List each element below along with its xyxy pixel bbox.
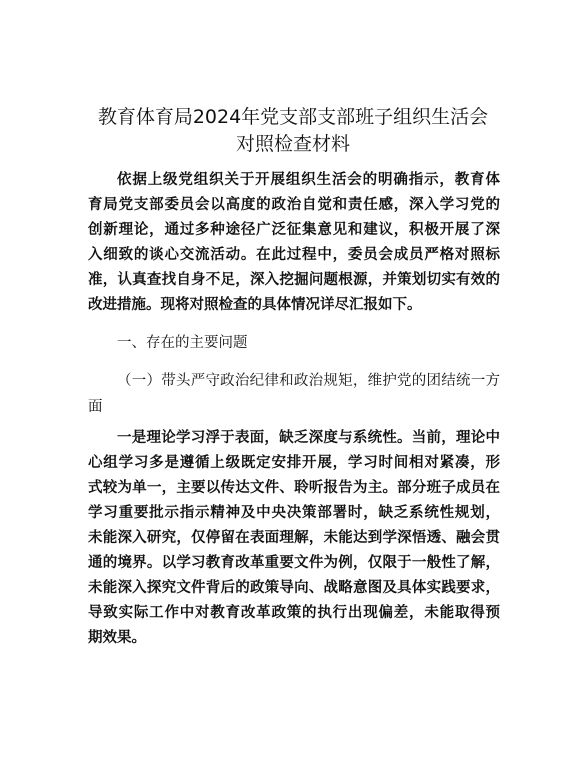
subsection-heading-line: 面 (88, 399, 103, 415)
body-paragraph-line: 学习重要批示指示精神及中央决策部署时，缺乏系统性规划， (88, 505, 500, 521)
intro-paragraph-line: 改进措施。现将对照检查的具体情况详尽汇报如下。 (88, 297, 422, 313)
body-paragraph-line: 一是理论学习浮于表面，缺乏深度与系统性。当前，理论中 (117, 430, 500, 446)
subsection-heading-line: （一）带头严守政治纪律和政治规矩，维护党的团结统一方 (117, 373, 500, 389)
body-paragraph-line: 导致实际工作中对教育改革政策的执行出现偏差，未能取得预 (88, 605, 500, 621)
body-paragraph-line: 期效果。 (88, 630, 146, 646)
document-title-line-1: 教育体育局2024年党支部支部班子组织生活会 (97, 106, 489, 128)
intro-paragraph-line: 准，认真查找自身不足，深入挖掘问题根源，并策划切实有效的 (88, 272, 500, 288)
body-paragraph-line: 未能深入研究，仅停留在表面理解，未能达到学深悟透、融会贯 (88, 530, 500, 546)
section-heading: 一、存在的主要问题 (117, 335, 248, 351)
body-paragraph-line: 式较为单一，主要以传达文件、聆听报告为主。部分班子成员在 (88, 480, 500, 496)
body-paragraph-line: 通的境界。以学习教育改革重要文件为例，仅限于一般性了解， (88, 555, 500, 571)
body-paragraph-line: 未能深入探究文件背后的政策导向、战略意图及具体实践要求， (88, 580, 500, 596)
body-paragraph-line: 心组学习多是遵循上级既定安排开展，学习时间相对紧凑，形 (88, 455, 500, 471)
intro-paragraph-line: 创新理论，通过多种途径广泛征集意见和建议，积极开展了深 (88, 222, 500, 238)
intro-paragraph-line: 育局党支部委员会以高度的政治自觉和责任感，深入学习党的 (88, 197, 500, 213)
document-title-line-2: 对照检查材料 (235, 133, 350, 155)
intro-paragraph-line: 依据上级党组织关于开展组织生活会的明确指示，教育体 (117, 172, 500, 188)
intro-paragraph-line: 入细致的谈心交流活动。在此过程中，委员会成员严格对照标 (88, 247, 500, 263)
